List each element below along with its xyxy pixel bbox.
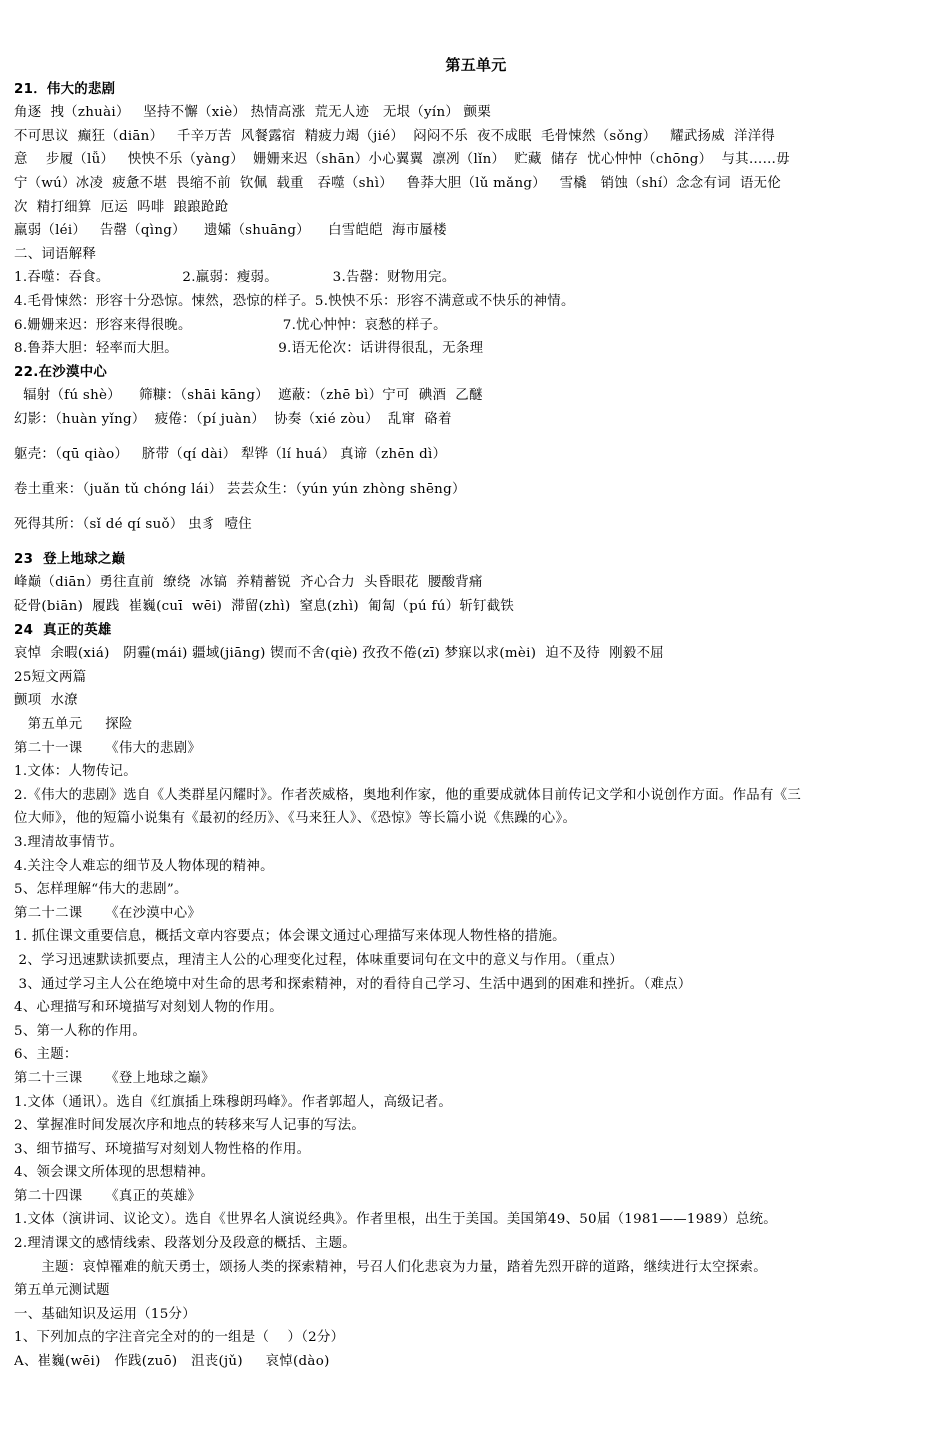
text-line: 次 精打细算 厄运 吗啡 踉踉跄跄 [14, 199, 229, 215]
section-heading: 24 真正的英雄 [14, 622, 112, 638]
spacer [14, 466, 938, 477]
text-line: 1.文体：人物传记。 [14, 764, 137, 780]
text-line: 6、主题： [14, 1047, 78, 1063]
text-line: 2.《伟大的悲剧》选自《人类群星闪耀时》。作者茨威格，奥地利作家，他的重要成就体目前传记文学和小说创作方面。作品有《三 [14, 787, 802, 803]
text-line: 哀悼 余暇(xiá) 阴霾(mái) 疆域(jiāng) 锲而不舍(qiè) 孜孜不倦(zī) 梦寐以求(mèi) 迫不及待 刚毅不屈 [14, 646, 664, 662]
text-line: A、崔巍(wēi) 作践(zuō) 沮丧(jǔ) 哀悼(dào) [14, 1354, 330, 1370]
text-line: 2.理清课文的感情线索、段落划分及段意的概括、主题。 [14, 1236, 356, 1252]
text-line: 2、掌握准时间发展次序和地点的转移来写人记事的写法。 [14, 1118, 366, 1134]
text-line: 峰巅（diān）勇往直前 缭绕 冰镐 养精蓄锐 齐心合力 头昏眼花 腰酸背痛 [14, 575, 483, 591]
text-line: 二、词语解释 [14, 246, 97, 262]
text-line: 卷土重来：（juǎn tǔ chóng lái） 芸芸众生：（yún yún zhòng shēng） [14, 481, 466, 497]
text-line: 死得其所：（sǐ dé qí suǒ） 虫豸 噎住 [14, 516, 252, 532]
section-heading: 21．伟大的悲剧 [14, 81, 116, 97]
text-line: 3、通过学习主人公在绝境中对生命的思考和探索精神，对的看待自己学习、生活中遇到的困难和挫折。（难点） [14, 976, 692, 992]
text-line: 1. 抓住课文重要信息，概括文章内容要点；体会课文通过心理描写来体现人物性格的措施。 [14, 929, 566, 945]
text-line: 幻影：（huàn yǐng） 疲倦：（pí juàn） 协奏（xié zòu） 乱窜 硌着 [14, 411, 452, 427]
section-heading: 23 登上地球之巅 [14, 551, 126, 567]
text-line: 5、怎样理解“伟大的悲剧”。 [14, 882, 188, 898]
text-line: 位大师》，他的短篇小说集有《最初的经历》、《马来狂人》、《恐惊》等长篇小说《焦躁的心》。 [14, 811, 577, 827]
text-line: 砭骨(biān) 履践 崔巍(cuī wēi) 滞留(zhì) 窒息(zhì) 匍匐（pú fú）斩钉截铁 [14, 599, 515, 615]
text-line: 第二十二课 《在沙漠中心》 [14, 905, 202, 921]
spacer [14, 432, 938, 443]
document-lines [14, 78, 938, 1374]
text-line: 8.鲁莽大胆：轻率而大胆。 9.语无伦次：话讲得很乱，无条理 [14, 341, 484, 357]
text-line: 4.关注令人难忘的细节及人物体现的精神。 [14, 858, 274, 874]
text-line: 1、下列加点的字注音完全对的的一组是（ ）（2分） [14, 1330, 345, 1346]
text-line: 辐射（fú shè） 筛糠：（shāi kāng） 遮蔽：（zhē bì）宁可 碘酒 乙醚 [14, 388, 483, 404]
text-line: 羸弱（léi） 告罄（qìng） 遗孀（shuāng） 白雪皑皑 海市蜃楼 [14, 223, 447, 239]
text-line: 4、领会课文所体现的思想精神。 [14, 1165, 215, 1181]
page-title: 第五单元 [445, 56, 507, 74]
text-line: 颤项 水潦 [14, 693, 78, 709]
text-line: 4、心理描写和环境描写对刻划人物的作用。 [14, 1000, 283, 1016]
text-line: 1.文体（通讯）。选自《红旗插上珠穆朗玛峰》。作者郭超人，高级记者。 [14, 1094, 453, 1110]
text-line: 躯壳：（qū qiào） 脐带（qí dài） 犁铧（lí huá） 真谛（zhēn dì） [14, 446, 447, 462]
text-line: 4.毛骨悚然：形容十分恐惊。悚然，恐惊的样子。5.怏怏不乐：形容不满意或不快乐的神情。 [14, 293, 575, 309]
text-line: 6.姗姗来迟：形容来得很晚。 7.忧心忡忡：哀愁的样子。 [14, 317, 447, 333]
text-line: 第五单元测试题 [14, 1283, 110, 1299]
text-line: 第二十三课 《登上地球之巅》 [14, 1070, 215, 1086]
text-line: 1.文体（演讲词、议论文）。选自《世界名人演说经典》。作者里根，出生于美国。美国第49、50届（1981——1989）总统。 [14, 1212, 777, 1228]
section-heading: 22.在沙漠中心 [14, 364, 108, 380]
text-line: 第五单元 探险 [14, 717, 133, 732]
text-line: 第二十一课 《伟大的悲剧》 [14, 740, 202, 756]
document-body [14, 54, 938, 1374]
text-line: 不可思议 癫狂（diān） 千辛万苦 风餐露宿 精疲力竭（jié） 闷闷不乐 夜不成眠 毛骨悚然（sǒng） 耀武扬威 洋洋得 [14, 128, 776, 144]
spacer [14, 536, 938, 547]
text-line: 3.理清故事情节。 [14, 834, 124, 850]
text-line: 意 步履（lǚ） 怏怏不乐（yàng） 姗姗来迟（shān）小心翼翼 凛冽（lǐn） 贮藏 储存 忧心忡忡（chōng） 与其……毋 [14, 152, 790, 168]
text-line: 3、细节描写、环境描写对刻划人物性格的作用。 [14, 1141, 311, 1157]
text-line: 一、基础知识及运用（15分） [14, 1306, 196, 1322]
text-line: 主题：哀悼罹难的航天勇士，颂扬人类的探索精神，号召人们化悲哀为力量，踏着先烈开辟的道路，继续进行太空探索。 [14, 1259, 767, 1275]
text-line: 2、学习迅速默读抓要点，理清主人公的心理变化过程，体味重要词句在文中的意义与作用。（重点） [14, 952, 624, 968]
spacer [14, 501, 938, 512]
text-line: 宁（wú）冰凌 疲惫不堪 畏缩不前 钦佩 载重 吞噬（shì） 鲁莽大胆（lǔ mǎng） 雪橇 销蚀（shí）念念有词 语无伦 [14, 175, 782, 191]
text-line: 第二十四课 《真正的英雄》 [14, 1188, 202, 1204]
text-line: 5、第一人称的作用。 [14, 1023, 147, 1039]
text-line: 1.吞噬：吞食。 2.羸弱：瘦弱。 3.告罄：财物用完。 [14, 270, 456, 286]
text-line: 角逐 拽（zhuài） 坚持不懈（xiè） 热情高涨 荒无人迹 无垠（yín） 颤栗 [14, 105, 492, 121]
text-line: 25短文两篇 [14, 669, 87, 685]
